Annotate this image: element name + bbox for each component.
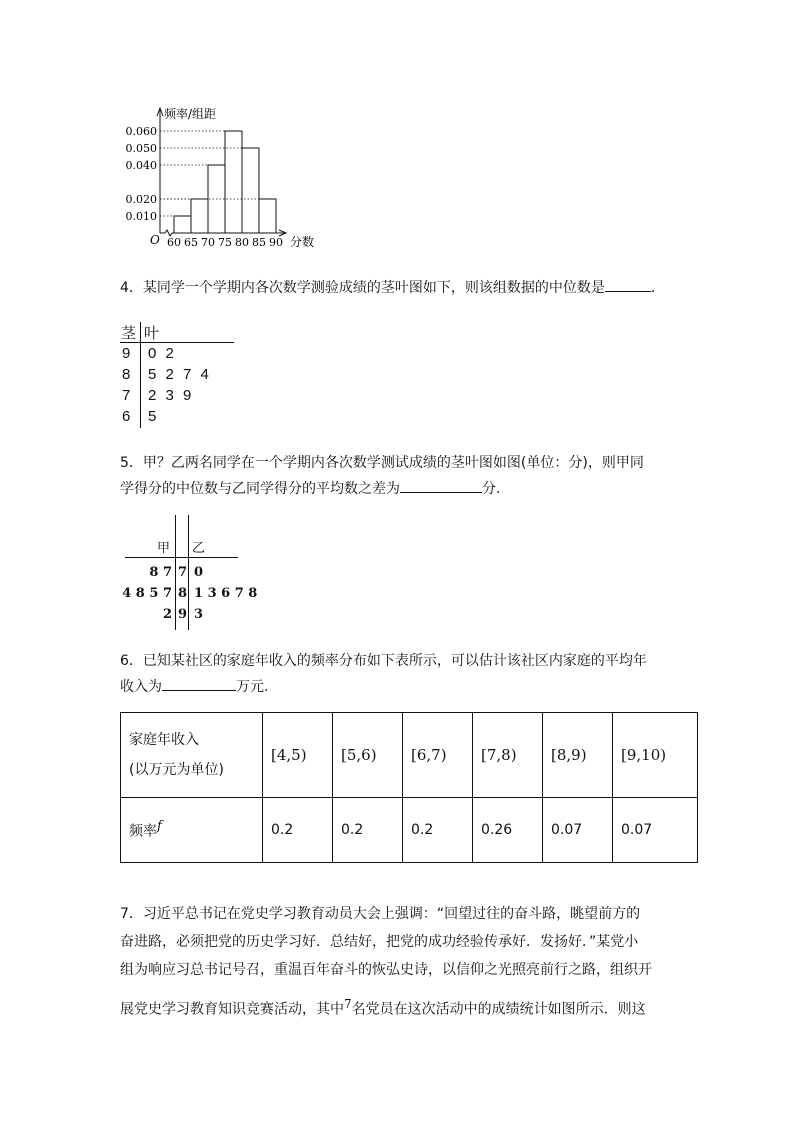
interval-cell: [4,5) <box>263 713 333 798</box>
question-4: 4．某同学一个学期内各次数学测验成绩的茎叶图如下，则该组数据的中位数是 ． <box>120 275 665 301</box>
y-tick-label: 0.020 <box>125 193 157 206</box>
y-tick-label: 0.010 <box>125 210 157 223</box>
question-5-line-2: 学得分的中位数与乙同学得分的平均数之差为 <box>120 481 400 497</box>
income-frequency-table <box>120 712 698 863</box>
left-leaves: 8 7 <box>149 565 172 580</box>
answer-blank-4 <box>605 275 651 292</box>
stem-header: 茎 <box>121 325 137 342</box>
frequency-cell: 0.2 <box>263 798 333 863</box>
left-leaves: 2 <box>162 607 172 622</box>
stem-leaf-divider <box>140 322 141 428</box>
vertical-line-left <box>175 515 176 630</box>
question-6: 6．已知某社区的家庭年收入的频率分布如下表所示，可以估计该社区内家庭的平均年 收入为 万元. <box>120 648 647 700</box>
stem-leaf-plot-1: 茎 叶 9 0 2 8 5 2 7 4 7 2 3 9 6 5 <box>120 320 240 432</box>
stem: 9 <box>178 607 188 622</box>
histogram-bar <box>242 148 259 233</box>
stem: 8 <box>178 586 188 601</box>
answer-blank-6 <box>162 674 236 691</box>
interval-cell: [9,10) <box>613 713 698 798</box>
question-7-line-3: 组为响应习总书记号召，重温百年奋斗的恢弘史诗，以信仰之光照亮前行之路，组织开 <box>120 962 652 978</box>
right-leaves: 3 <box>194 607 204 622</box>
frequency-cell: 0.26 <box>473 798 543 863</box>
horizontal-line <box>125 557 238 558</box>
leaf-header: 叶 <box>144 325 160 342</box>
right-leaves: 0 <box>194 565 204 580</box>
histogram-bar <box>174 216 191 233</box>
histogram-y-label: 频率/组距 <box>164 107 217 121</box>
question-7-line-4a: 展党史学习教育知识竞赛活动，其中 <box>120 1001 344 1018</box>
question-5: 5．甲？乙两名同学在一个学期内各次数学测试成绩的茎叶图如图(单位：分)，则甲同 学得分的中位数与乙同学得分的平均数之差为 分. <box>120 450 644 502</box>
histogram-bar <box>225 131 242 233</box>
histogram-origin: O <box>150 233 160 247</box>
question-7 <box>120 900 652 1024</box>
table-row <box>121 713 698 798</box>
histogram-bar <box>191 199 208 233</box>
y-tick-label: 0.040 <box>125 159 157 172</box>
question-6-line-1: 6．已知某社区的家庭年收入的频率分布如下表所示，可以估计该社区内家庭的平均年 <box>120 653 647 669</box>
frequency-cell: 0.07 <box>543 798 613 863</box>
histogram-bar <box>259 199 276 233</box>
table-row <box>121 798 698 863</box>
left-title: 甲 <box>157 541 171 556</box>
x-tick-label: 85 <box>252 236 266 249</box>
question-7-line-1: 7．习近平总书记在党史学习教育动员大会上强调：“回望过往的奋斗路，眺望前方的 <box>120 906 641 922</box>
question-7-line-2: 奋进路，必须把党的历史学习好．总结好，把党的成功经验传承好．发扬好．”某党小 <box>120 934 639 950</box>
x-tick-label: 70 <box>201 236 215 249</box>
stem-leaf-plot-2 <box>120 515 260 633</box>
left-leaves: 4 8 5 7 <box>122 586 172 601</box>
question-7-line-4b: 名党员在这次活动中的成绩统计如图所示．则这 <box>351 1001 646 1018</box>
interval-cell: [6,7) <box>403 713 473 798</box>
x-tick-label: 75 <box>218 236 232 249</box>
question-6-line-2: 收入为 <box>120 679 162 695</box>
frequency-label-cell: 频率$^f$ <box>121 798 263 863</box>
interval-cell: [8,9) <box>543 713 613 798</box>
x-tick-label: 80 <box>235 236 249 249</box>
interval-cell: [7,8) <box>473 713 543 798</box>
stem-leaf-header-line <box>120 342 234 343</box>
interval-cell: [5,6) <box>333 713 403 798</box>
party-member-count: 7 <box>344 997 352 1011</box>
frequency-cell: 0.2 <box>333 798 403 863</box>
frequency-cell: 0.2 <box>403 798 473 863</box>
answer-blank-5 <box>400 476 482 493</box>
y-tick-label: 0.050 <box>125 142 157 155</box>
y-tick-label: 0.060 <box>125 125 157 138</box>
x-tick-label: 60 <box>167 236 181 249</box>
frequency-cell: 0.07 <box>613 798 698 863</box>
question-4-text: 4．某同学一个学期内各次数学测验成绩的茎叶图如下，则该组数据的中位数是 <box>120 280 605 296</box>
histogram-x-label: 分数 <box>290 235 315 249</box>
x-tick-label: 65 <box>184 236 198 249</box>
table-header-cell: 家庭年收入 (以万元为单位) <box>121 713 263 798</box>
question-5-line-1: 5．甲？乙两名同学在一个学期内各次数学测试成绩的茎叶图如图(单位：分)，则甲同 <box>120 455 644 471</box>
x-tick-label: 90 <box>269 236 283 249</box>
vertical-line-right <box>188 515 189 630</box>
stem: 7 <box>178 565 188 580</box>
right-leaves: 1 3 6 7 8 <box>194 586 258 601</box>
frequency-histogram <box>120 100 330 255</box>
right-title: 乙 <box>192 541 206 556</box>
